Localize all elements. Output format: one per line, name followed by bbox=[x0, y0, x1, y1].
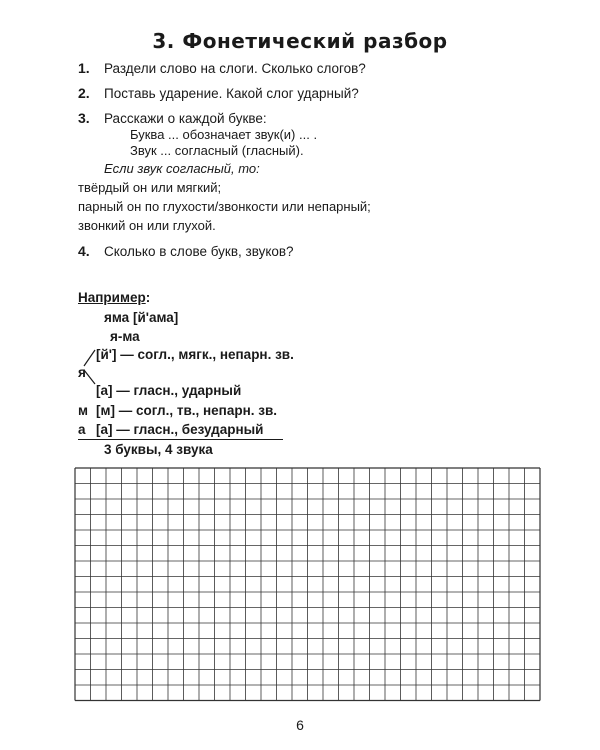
branch-line-upper bbox=[84, 350, 95, 366]
question-2-text: Поставь ударение. Какой слог ударный? bbox=[104, 86, 359, 101]
example-heading-word: Например bbox=[78, 290, 146, 305]
example-word-transcription: яма [й'ама] bbox=[104, 310, 179, 325]
example-heading-colon: : bbox=[145, 290, 151, 305]
summary-divider bbox=[78, 439, 283, 440]
example-syllables: я-ма bbox=[110, 329, 140, 344]
page-title: 3. Фонетический разбор bbox=[152, 29, 448, 53]
example-summary: 3 буквы, 4 звука bbox=[104, 442, 213, 457]
question-3-condition: Если звук согласный, то: bbox=[104, 161, 260, 176]
question-1-text: Раздели слово на слоги. Сколько слогов? bbox=[104, 61, 366, 76]
example-heading bbox=[78, 290, 150, 305]
writing-grid bbox=[74, 467, 541, 702]
question-3-text: Расскажи о каждой букве: bbox=[104, 111, 267, 126]
a-sound: [а] — гласн., безударный bbox=[96, 422, 264, 437]
question-1-number: 1. bbox=[78, 60, 90, 76]
question-2-number: 2. bbox=[78, 85, 90, 101]
question-3-letter-line: Буква ... обозначает звук(и) ... . bbox=[130, 127, 318, 142]
letter-ya: я bbox=[78, 365, 86, 380]
m-sound: [м] — согл., тв., непарн. зв. bbox=[96, 403, 277, 418]
criteria-voicing-pair: парный он по глухости/звонкости или непарный; bbox=[78, 199, 371, 214]
letter-m: м bbox=[78, 403, 88, 418]
question-4-text: Сколько в слове букв, звуков? bbox=[104, 244, 294, 259]
question-4-number: 4. bbox=[78, 243, 90, 259]
question-3-sound-line: Звук ... согласный (гласный). bbox=[130, 143, 304, 158]
ya-sound-1: [й'] — согл., мягк., непарн. зв. bbox=[96, 347, 294, 362]
criteria-voicing: звонкий он или глухой. bbox=[78, 218, 216, 233]
criteria-hardness: твёрдый он или мягкий; bbox=[78, 180, 222, 195]
question-3-number: 3. bbox=[78, 110, 90, 126]
letter-a: а bbox=[78, 422, 86, 437]
ya-sound-2: [а] — гласн., ударный bbox=[96, 383, 242, 398]
page-number: 6 bbox=[296, 717, 304, 733]
